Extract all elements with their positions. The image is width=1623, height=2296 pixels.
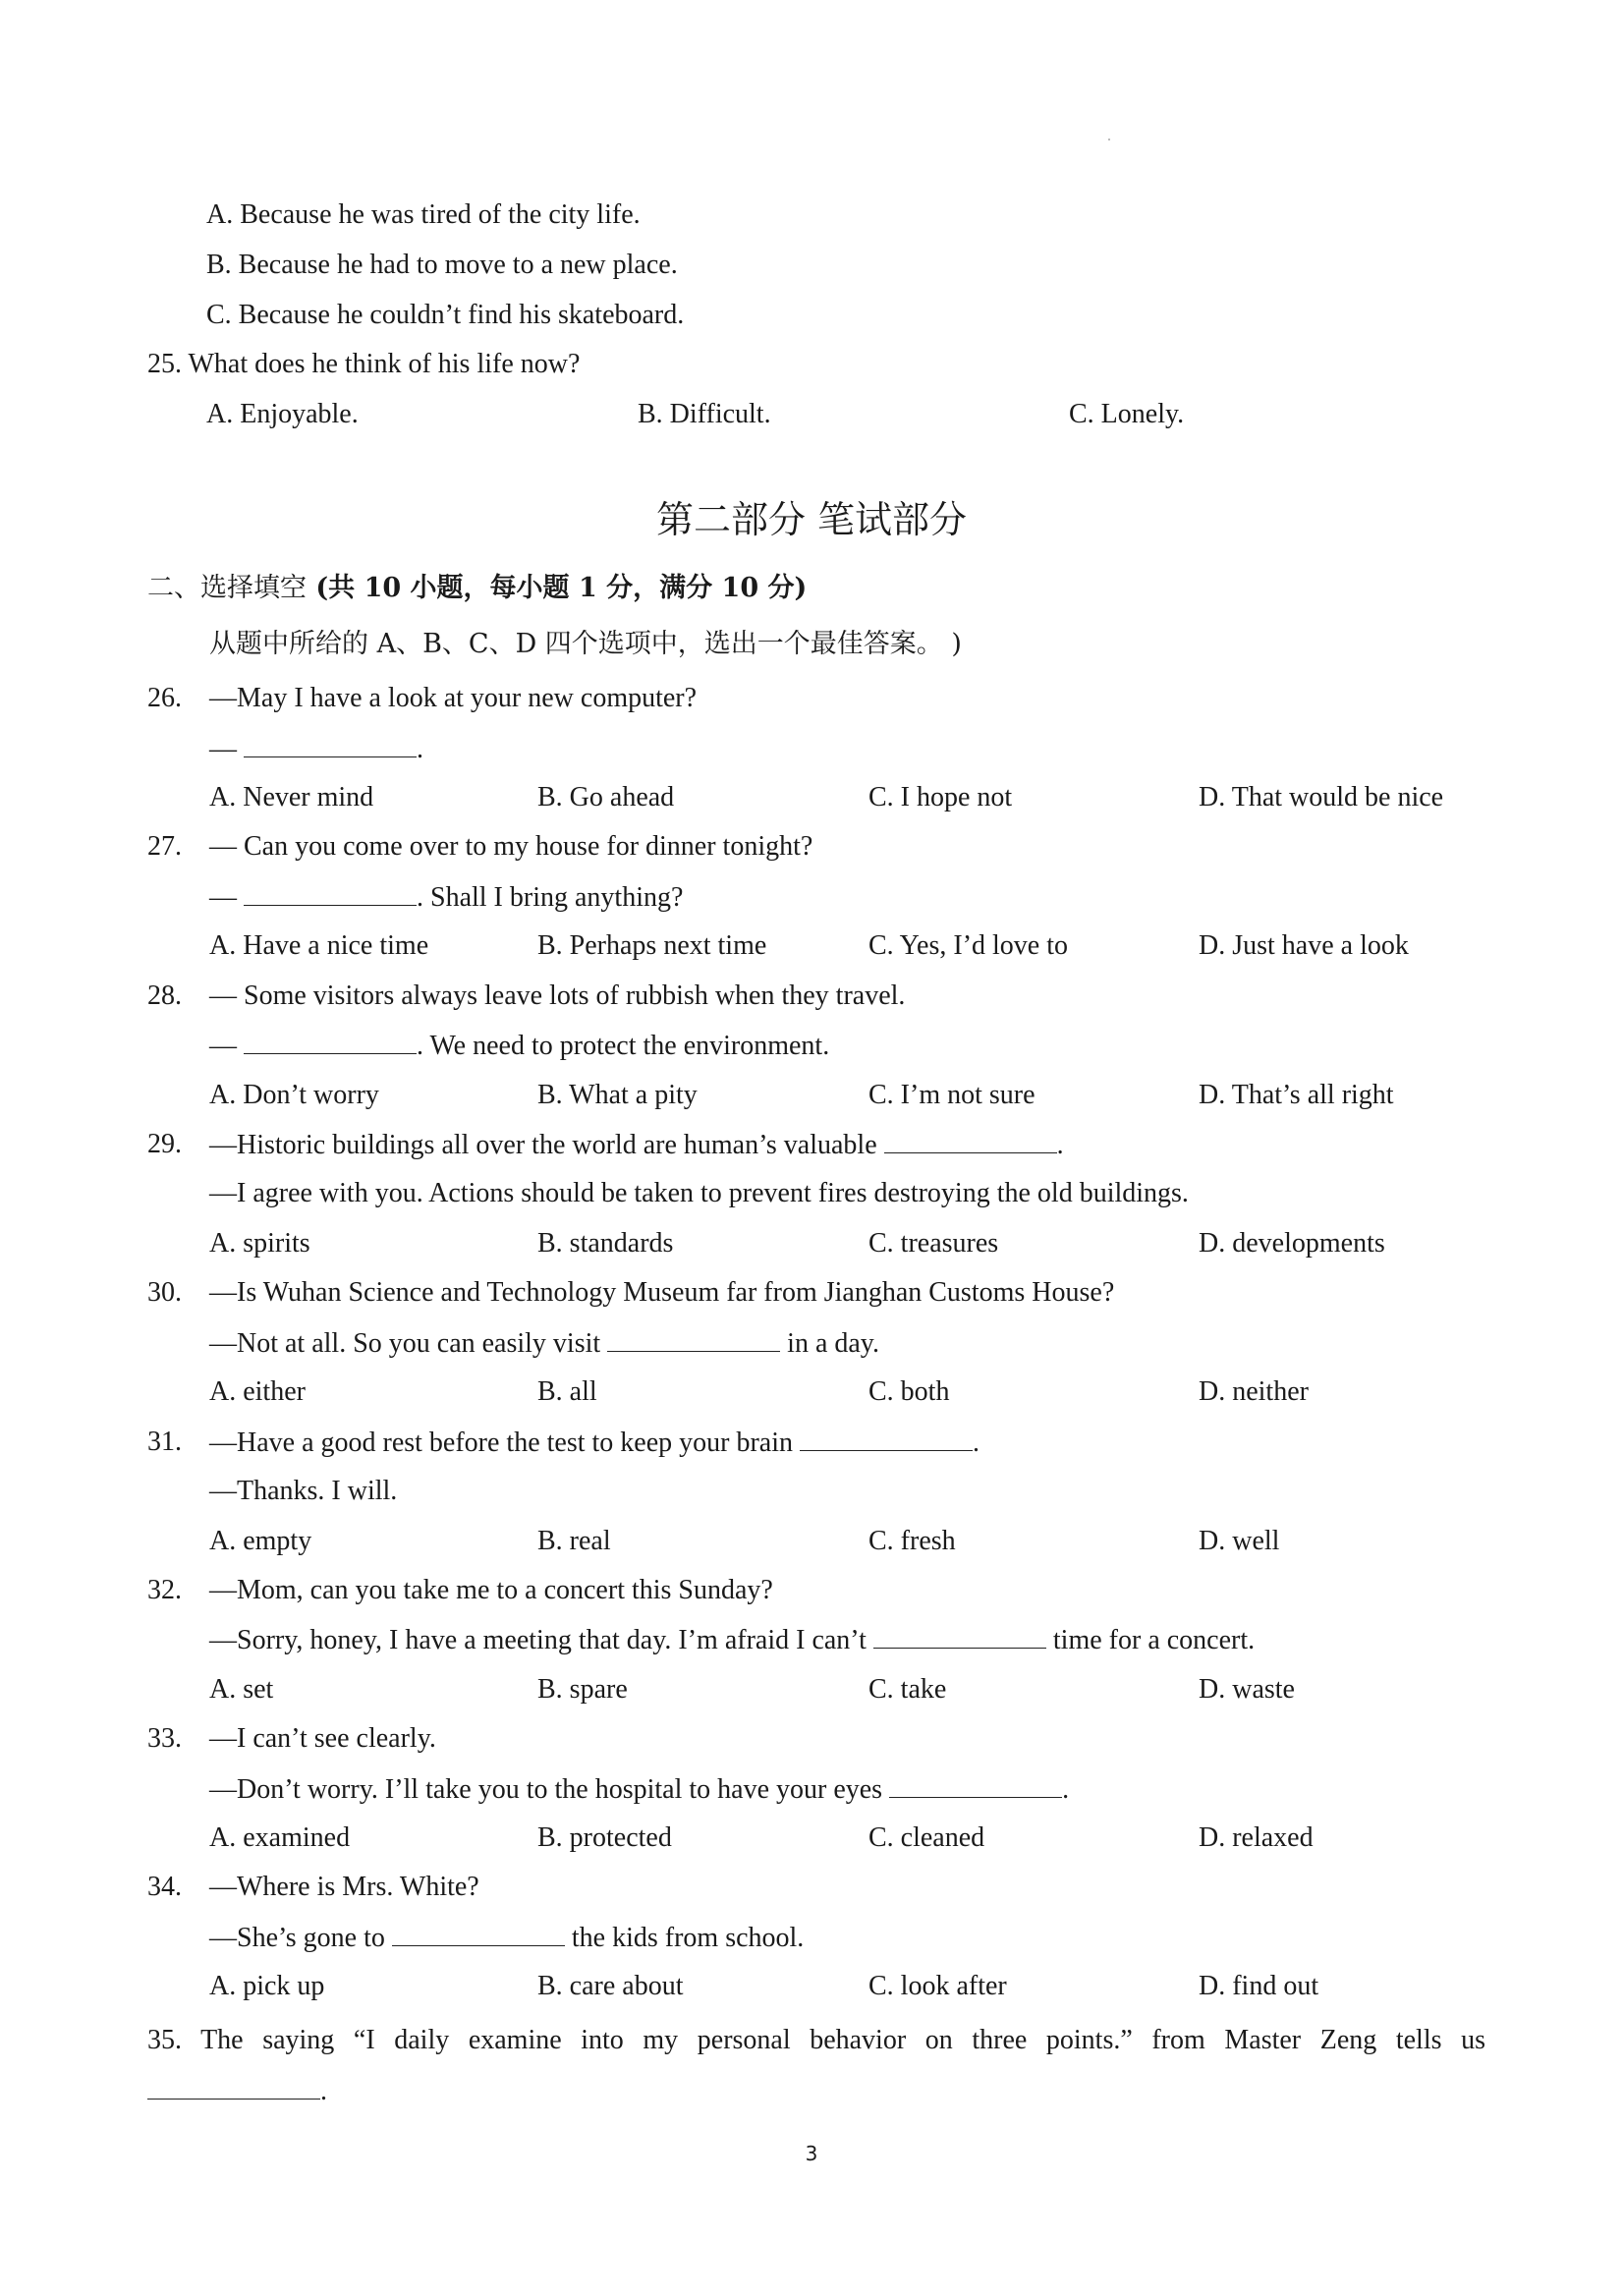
q35-end: . <box>320 2076 327 2106</box>
question-line-2 <box>209 1329 879 1358</box>
question-line-2 <box>209 883 683 912</box>
page-number: 3 <box>805 2142 818 2165</box>
line-text: —Don’t worry. I’ll take you to the hospital to have your eyes <box>209 1773 890 1805</box>
line-text: —She’s gone to <box>209 1922 392 1953</box>
option-b: B. all <box>537 1376 597 1408</box>
option-b: B. standards <box>537 1227 674 1259</box>
option-d: D. relaxed <box>1199 1822 1314 1854</box>
q25-number: 25. <box>147 349 182 379</box>
part-title: 第二部分 笔试部分 <box>655 498 968 541</box>
question-line-1: —Where is Mrs. White? <box>209 1872 479 1903</box>
line-text: . <box>973 1427 980 1458</box>
option-c: C. fresh <box>868 1525 956 1556</box>
option-d: D. developments <box>1199 1227 1385 1259</box>
section-heading-label: 二、选择填空 <box>147 573 307 603</box>
option-d: D. waste <box>1199 1673 1295 1705</box>
question-number: 26. <box>147 683 182 713</box>
question-line-2 <box>209 735 423 763</box>
q24-option-a: A. Because he was tired of the city life. <box>206 199 641 230</box>
section-instruction: 从题中所给的 A、B、C、D 四个选项中，选出一个最佳答案。 ) <box>209 629 962 659</box>
q35-blank-line <box>147 2077 327 2105</box>
question-line-1: —I can’t see clearly. <box>209 1723 436 1755</box>
option-d: D. That’s all right <box>1199 1079 1394 1110</box>
option-b: B. Perhaps next time <box>537 930 767 962</box>
q25-stem <box>147 351 580 378</box>
question-number: 27. <box>147 831 182 863</box>
question-line-1: —Is Wuhan Science and Technology Museum far from Jianghan Customs House? <box>209 1277 1115 1309</box>
answer-blank <box>889 1775 1062 1798</box>
option-b: B. real <box>537 1525 611 1556</box>
q25-option-b: B. Difficult. <box>638 399 771 429</box>
answer-blank <box>800 1428 973 1451</box>
line-text: —Not at all. So you can easily visit <box>209 1327 608 1359</box>
question-number: 28. <box>147 980 182 1011</box>
option-c: C. both <box>868 1376 950 1408</box>
answer-blank <box>607 1329 780 1352</box>
question-line-2 <box>209 1924 804 1952</box>
answer-blank <box>873 1626 1046 1649</box>
q24-option-b: B. Because he had to move to a new place. <box>206 250 678 280</box>
answer-blank <box>147 2077 320 2100</box>
q25-option-a: A. Enjoyable. <box>206 399 359 429</box>
option-c: C. I’m not sure <box>868 1079 1035 1110</box>
question-number: 31. <box>147 1426 182 1457</box>
q25-text: What does he think of his life now? <box>188 349 581 379</box>
line-text: in a day. <box>780 1327 879 1359</box>
question-line-2 <box>209 1032 829 1060</box>
option-b: B. protected <box>537 1822 672 1854</box>
option-a: A. set <box>209 1673 274 1705</box>
option-a: A. examined <box>209 1822 351 1854</box>
line-text: — <box>209 881 244 913</box>
line-text: . <box>417 733 423 764</box>
line-text: —Sorry, honey, I have a meeting that day. I’m afraid I can’t <box>209 1625 873 1656</box>
option-c: C. I hope not <box>868 782 1013 812</box>
question-number: 30. <box>147 1277 182 1309</box>
line-text: — <box>209 733 244 764</box>
option-b: B. Go ahead <box>537 782 675 812</box>
option-a: A. spirits <box>209 1227 310 1259</box>
question-line-1: —May I have a look at your new computer? <box>209 683 698 713</box>
question-line-1 <box>209 1131 1064 1159</box>
question-number: 34. <box>147 1872 182 1903</box>
scan-speck <box>1108 139 1110 140</box>
question-number: 33. <box>147 1723 182 1755</box>
option-c: C. treasures <box>868 1227 999 1259</box>
question-line-1 <box>209 1428 979 1457</box>
section-heading-detail: (共 10 小题，每小题 1 分，满分 10 分) <box>307 573 808 603</box>
option-d: D. find out <box>1199 1971 1319 2002</box>
q25-option-c: C. Lonely. <box>1069 399 1185 429</box>
option-a: A. Never mind <box>209 782 374 812</box>
answer-blank <box>392 1924 565 1946</box>
option-d: D. neither <box>1199 1376 1309 1408</box>
option-a: A. pick up <box>209 1971 325 2002</box>
line-text: the kids from school. <box>564 1922 805 1953</box>
option-d: D. well <box>1199 1525 1280 1556</box>
answer-blank <box>884 1131 1057 1153</box>
line-text: —Historic buildings all over the world are human’s valuable <box>209 1129 884 1160</box>
line-text: time for a concert. <box>1045 1625 1256 1656</box>
option-a: A. Have a nice time <box>209 930 429 962</box>
question-number: 32. <box>147 1574 182 1605</box>
section-heading <box>147 575 807 601</box>
option-c: C. cleaned <box>868 1822 985 1854</box>
option-a: A. empty <box>209 1525 312 1556</box>
question-line-2 <box>209 1626 1255 1654</box>
answer-blank <box>244 883 417 906</box>
option-b: B. care about <box>537 1971 684 2002</box>
line-text: . <box>1062 1773 1070 1805</box>
question-line-1: — Can you come over to my house for dinner tonight? <box>209 831 813 863</box>
q24-option-c: C. Because he couldn’t find his skateboard. <box>206 300 685 330</box>
option-a: A. Don’t worry <box>209 1079 379 1110</box>
option-a: A. either <box>209 1376 306 1408</box>
question-line-2: —Thanks. I will. <box>209 1476 398 1506</box>
answer-blank <box>244 1032 417 1054</box>
line-text: — <box>209 1031 244 1062</box>
question-line-2 <box>209 1775 1069 1804</box>
line-text: . We need to protect the environment. <box>417 1031 830 1062</box>
question-line-1: — Some visitors always leave lots of rubbish when they travel. <box>209 980 906 1011</box>
option-b: B. What a pity <box>537 1079 698 1110</box>
line-text: —Have a good rest before the test to keep your brain <box>209 1427 801 1458</box>
option-b: B. spare <box>537 1673 628 1705</box>
option-d: D. Just have a look <box>1199 930 1409 962</box>
option-c: C. take <box>868 1673 947 1705</box>
option-d: D. That would be nice <box>1199 782 1444 812</box>
question-line-1: —Mom, can you take me to a concert this Sunday? <box>209 1574 773 1605</box>
question-number: 29. <box>147 1128 182 1159</box>
question-line-2: —I agree with you. Actions should be taken to prevent fires destroying the old buildings. <box>209 1178 1189 1209</box>
answer-blank <box>244 735 417 757</box>
line-text: . <box>1056 1129 1064 1160</box>
line-text: . Shall I bring anything? <box>417 881 684 913</box>
option-c: C. Yes, I’d love to <box>868 930 1069 962</box>
option-c: C. look after <box>868 1971 1007 2002</box>
q35-stem: 35. The saying “I daily examine into my personal behavior on three points.” from Master Zeng tells us <box>147 2025 1485 2055</box>
